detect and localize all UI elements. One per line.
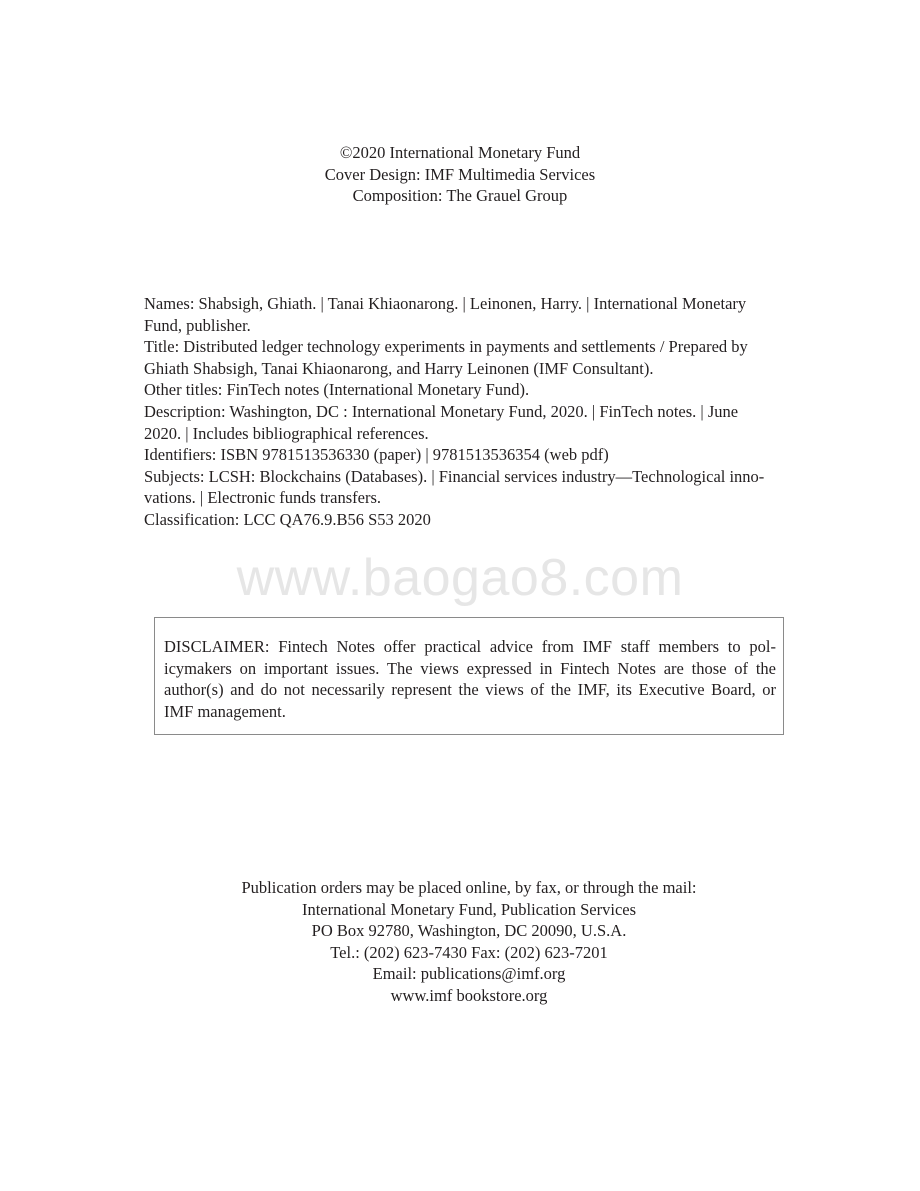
- cip-other-titles-line: Other titles: FinTech notes (International Monetary Fund).: [144, 380, 530, 400]
- orders-phone-fax: Tel.: (202) 623-7430 Fax: (202) 623-7201: [330, 942, 608, 962]
- cip-subjects: [144, 466, 794, 509]
- orders-intro: Publication orders may be placed online, by fax, or through the mail:: [241, 878, 697, 897]
- copyright-line: ©2020 International Monetary Fund: [339, 143, 581, 162]
- cip-description-line: Description: Washington, DC : International Monetary Fund, 2020. | FinTech notes. | June: [144, 401, 739, 421]
- orders-email: Email: publications@imf.org: [372, 964, 566, 984]
- orders-website: www.imf bookstore.org: [390, 985, 548, 1005]
- watermark: www.baogao8.com: [236, 549, 684, 607]
- cip-subjects-line: vations. | Electronic funds transfers.: [144, 488, 381, 508]
- cip-title-line: Ghiath Shabsigh, Tanai Khiaonarong, and Harry Leinonen (IMF Consultant).: [144, 358, 654, 378]
- composition-line: Composition: The Grauel Group: [352, 186, 568, 206]
- disclaimer-box: [154, 617, 784, 735]
- disclaimer-line: author(s) and do not necessarily represent the views of the IMF, its Executive Board, or: [164, 680, 776, 700]
- cip-names-line: Names: Shabsigh, Ghiath. | Tanai Khiaonarong. | Leinonen, Harry. | International Monetary: [144, 294, 747, 313]
- cip-classification: [144, 509, 794, 531]
- copyright-notice: [0, 142, 920, 207]
- orders-publisher: International Monetary Fund, Publication Services: [301, 899, 637, 919]
- cip-identifiers: [144, 444, 794, 466]
- cip-description: [144, 401, 794, 444]
- cip-title: [144, 336, 794, 379]
- disclaimer-line: DISCLAIMER: Fintech Notes offer practical advice from IMF staff members to pol-: [164, 637, 776, 656]
- orders-address: PO Box 92780, Washington, DC 20090, U.S.A.: [311, 921, 627, 941]
- cip-classification-line: Classification: LCC QA76.9.B56 S53 2020: [144, 509, 431, 529]
- cover-design-line: Cover Design: IMF Multimedia Services: [324, 164, 596, 184]
- cip-other-titles: [144, 379, 794, 401]
- disclaimer-line: IMF management.: [164, 701, 286, 721]
- disclaimer-line: icymakers on important issues. The views expressed in Fintech Notes are those of the: [164, 658, 776, 678]
- cip-title-line: Title: Distributed ledger technology experiments in payments and settlements / Prepared by: [144, 337, 748, 357]
- cip-subjects-line: Subjects: LCSH: Blockchains (Databases). | Financial services industry—Technological inno-: [144, 466, 765, 486]
- cip-identifiers-line: Identifiers: ISBN 9781513536330 (paper) | 9781513536354 (web pdf): [144, 445, 609, 465]
- cip-names-line: Fund, publisher.: [144, 315, 251, 335]
- cataloging-in-publication-data: [144, 293, 794, 531]
- publication-orders: [0, 877, 920, 1007]
- cip-description-line: 2020. | Includes bibliographical references.: [144, 423, 429, 443]
- cip-names: [144, 293, 794, 336]
- disclaimer-text: [164, 636, 776, 722]
